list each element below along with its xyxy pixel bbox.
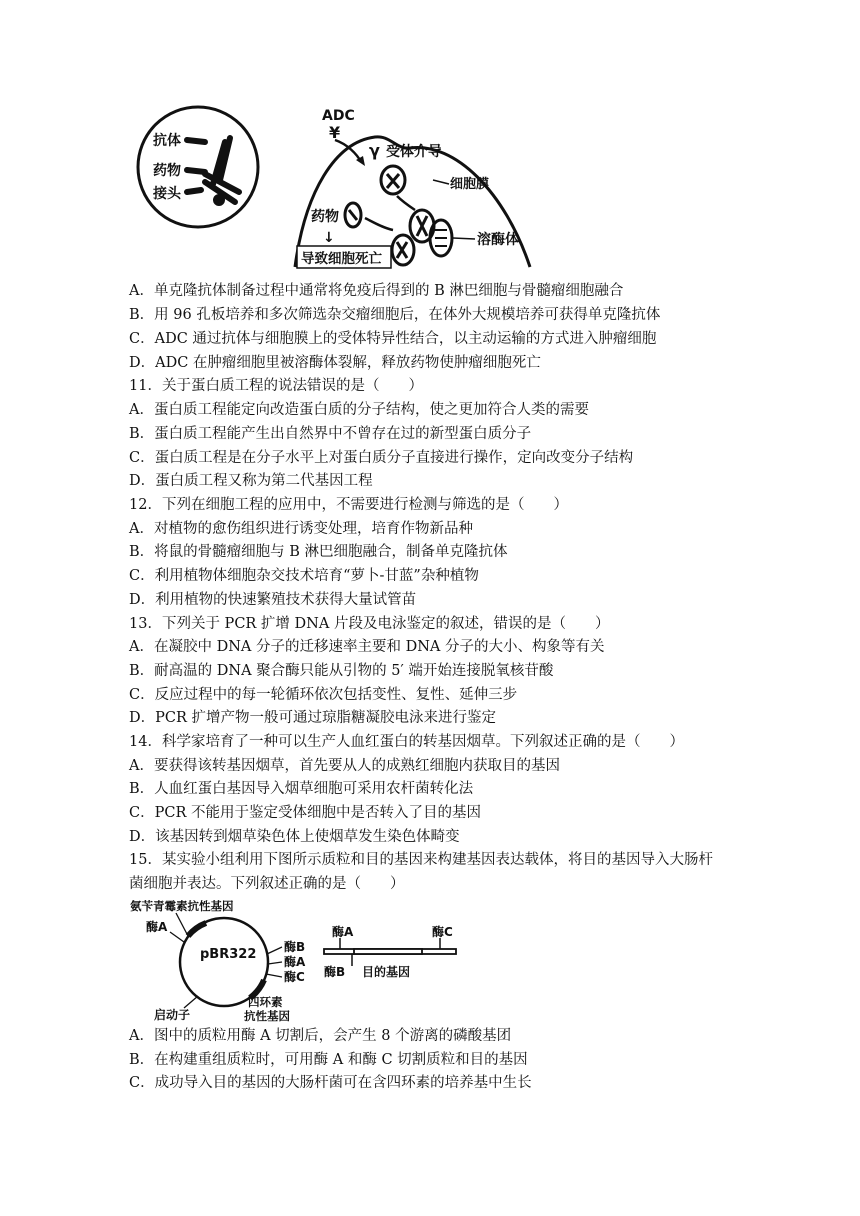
antibody-label: 抗体	[153, 133, 181, 149]
lysosome-pointer-line	[453, 238, 475, 239]
linker-label: 接头	[153, 186, 181, 202]
q15-option-a: A．图中的质粒用酶 A 切割后，会产生 8 个游离的磷酸基团	[129, 1028, 512, 1044]
plasmid-enzyme-a-top-label: 酶A	[146, 920, 168, 934]
internal-arrow-1	[397, 196, 415, 210]
q13-option-c: C．反应过程中的每一轮循环依次包括变性、复性、延伸三步	[129, 687, 518, 703]
dna-enzyme-a-label: 酶A	[332, 925, 354, 939]
q12-option-d: D．利用植物的快速繁殖技术获得大量试管苗	[129, 592, 417, 608]
adc-molecule-icon	[187, 138, 239, 203]
tet-gene-label-1: 四环素	[248, 995, 283, 1009]
q15-stem-line-2: 菌细胞并表达。下列叙述正确的是（ ）	[129, 876, 405, 892]
q10-option-c: C．ADC 通过抗体与细胞膜上的受体特异性结合，以主动运输的方式进入肿瘤细胞	[129, 331, 657, 347]
plasmid-figure	[126, 896, 466, 1022]
amp-gene-pointer	[176, 913, 188, 936]
q13-option-b: B．耐高温的 DNA 聚合酶只能从引物的 5′ 端开始连接脱氧核苷酸	[129, 663, 554, 679]
q15-option-c: C．成功导入目的基因的大肠杆菌可在含四环素的培养基中生长	[129, 1075, 532, 1091]
lysosome-label: 溶酶体	[477, 232, 519, 248]
q13-option-a: A．在凝胶中 DNA 分子的迁移速率主要和 DNA 分子的大小、构象等有关	[129, 639, 605, 655]
adc-mechanism-figure	[135, 102, 535, 274]
target-gene-label: 目的基因	[362, 965, 411, 979]
q13-option-d: D．PCR 扩增产物一般可通过琼脂糖凝胶电泳来进行鉴定	[129, 710, 497, 726]
cell-membrane-label: 细胞膜	[450, 177, 490, 192]
degraded-content	[397, 242, 407, 258]
membrane-pointer-line	[433, 180, 449, 184]
q10-option-b: B．用 96 孔板培养和多次筛选杂交瘤细胞后，在体外大规模培养可获得单克隆抗体	[129, 307, 661, 323]
cell-death-label: 导致细胞死亡	[301, 251, 382, 267]
adc-label: ADC	[322, 108, 355, 124]
q11-option-b: B．蛋白质工程能产生出自然界中不曾存在过的新型蛋白质分子	[129, 426, 532, 442]
amp-gene-segment	[188, 923, 206, 936]
lysosome-stripes	[435, 230, 447, 246]
promoter-label: 启动子	[154, 1008, 191, 1022]
enzyme-a-top-pointer	[170, 932, 184, 942]
target-gene-segment	[354, 949, 422, 954]
q14-option-a: A．要获得该转基因烟草，首先要从人的成熟红细胞内获取目的基因	[129, 758, 560, 774]
promoter-pointer	[184, 996, 198, 1008]
q15-stem-line-1: 15．某实验小组利用下图所示质粒和目的基因来构建基因表达载体，将目的基因导入大肠杆	[129, 852, 713, 868]
drug-label: 药物	[153, 163, 181, 179]
plasmid-enzyme-a-label: 酶A	[284, 955, 306, 969]
q12-option-a: A．对植物的愈伤组织进行诱变处理，培育作物新品种	[129, 521, 473, 537]
dna-enzyme-b-label: 酶B	[324, 965, 346, 979]
plasmid-enzyme-b-label: 酶B	[284, 940, 306, 954]
q10-option-d: D．ADC 在肿瘤细胞里被溶酶体裂解，释放药物使肿瘤细胞死亡	[129, 355, 541, 371]
fusion-content	[417, 216, 427, 236]
q14-option-c: C．PCR 不能用于鉴定受体细胞中是否转入了目的基因	[129, 805, 481, 821]
q11-option-c: C．蛋白质工程是在分子水平上对蛋白质分子直接进行操作，定向改变分子结构	[129, 450, 634, 466]
drug-inner-label: 药物	[311, 209, 339, 225]
free-drug-content	[349, 210, 357, 220]
release-arrow	[365, 218, 393, 230]
q12-stem: 12．下列在细胞工程的应用中，不需要进行检测与筛选的是（ ）	[129, 497, 568, 513]
plasmid-name-label: pBR322	[200, 947, 257, 962]
receptor-mediated-label: 受体介导	[386, 144, 442, 160]
receptor-symbol: γ	[369, 141, 380, 160]
q10-option-a: A．单克隆抗体制备过程中通常将免疫后得到的 B 淋巴细胞与骨髓瘤细胞融合	[129, 283, 624, 299]
adc-arrow-icon: ¥	[329, 123, 341, 142]
tet-gene-label-2: 抗性基因	[244, 1009, 290, 1022]
q14-option-b: B．人血红蛋白基因导入烟草细胞可采用农杆菌转化法	[129, 781, 474, 797]
q14-option-d: D．该基因转到烟草染色体上使烟草发生染色体畸变	[129, 829, 460, 845]
down-arrow: ↓	[323, 230, 335, 246]
q11-stem: 11．关于蛋白质工程的说法错误的是（ ）	[129, 378, 423, 394]
plasmid-enzyme-c-label: 酶C	[284, 970, 305, 984]
dna-enzyme-c-label: 酶C	[432, 925, 453, 939]
endosome-content	[387, 174, 399, 188]
q12-option-c: C．利用植物体细胞杂交技术培育“萝卜-甘蓝”杂种植物	[129, 568, 479, 584]
q12-option-b: B．将鼠的骨髓瘤细胞与 B 淋巴细胞融合，制备单克隆抗体	[129, 544, 508, 560]
q11-option-d: D．蛋白质工程又称为第二代基因工程	[129, 473, 373, 489]
q13-stem: 13．下列关于 PCR 扩增 DNA 片段及电泳鉴定的叙述，错误的是（ ）	[129, 616, 610, 632]
amp-gene-label: 氨苄青霉素抗性基因	[130, 899, 234, 913]
q15-option-b: B．在构建重组质粒时，可用酶 A 和酶 C 切割质粒和目的基因	[129, 1052, 528, 1068]
q11-option-a: A．蛋白质工程能定向改造蛋白质的分子结构，使之更加符合人类的需要	[129, 402, 589, 418]
q14-stem: 14．科学家培育了一种可以生产人血红蛋白的转基因烟草。下列叙述正确的是（ ）	[129, 734, 684, 750]
